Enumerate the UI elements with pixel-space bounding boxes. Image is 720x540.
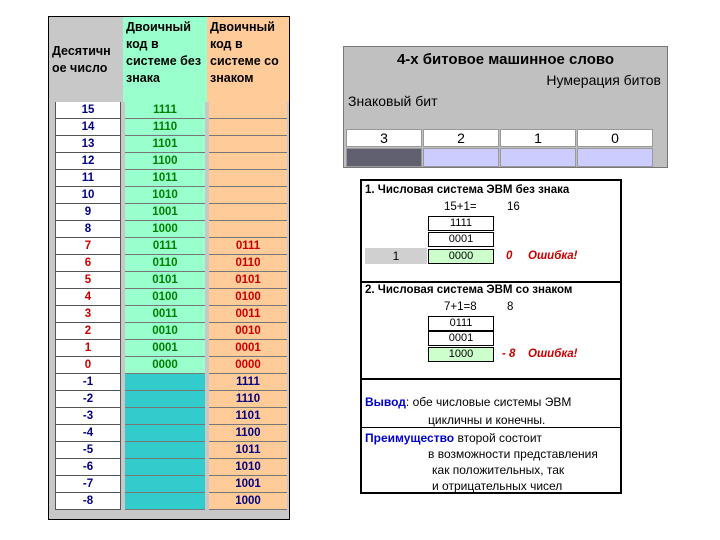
signed-cell: 1101 — [209, 408, 287, 425]
unsigned-cell: 0011 — [125, 306, 205, 323]
decimal-cell: -1 — [55, 374, 121, 391]
unsigned-cell: 1000 — [125, 221, 205, 238]
bit-cell-2 — [423, 148, 499, 167]
table-row — [49, 204, 289, 221]
unsigned-cell — [125, 459, 205, 476]
table-row — [49, 238, 289, 255]
s1-sum: 0000 — [428, 249, 494, 264]
table-row — [49, 289, 289, 306]
table-row — [49, 119, 289, 136]
unsigned-cell — [125, 408, 205, 425]
s1-operand1: 1111 — [428, 216, 494, 231]
table-row — [49, 323, 289, 340]
table-row — [49, 493, 289, 510]
table-row — [49, 306, 289, 323]
table-row — [49, 476, 289, 493]
decimal-cell: 11 — [55, 170, 121, 187]
table-row — [49, 255, 289, 272]
signed-cell — [209, 136, 287, 153]
header-unsigned: Двоичный код в системе без знака — [123, 17, 207, 102]
bit-cell-1 — [500, 148, 576, 167]
table-row — [49, 170, 289, 187]
signed-cell: 1011 — [209, 442, 287, 459]
signed-cell: 1110 — [209, 391, 287, 408]
decimal-cell: 3 — [55, 306, 121, 323]
bit-number-3: 3 — [346, 129, 422, 147]
binary-code-table — [48, 16, 290, 520]
decimal-cell: 7 — [55, 238, 121, 255]
advantage-text1: второй состоит — [454, 431, 543, 445]
unsigned-cell — [125, 374, 205, 391]
unsigned-cell: 0100 — [125, 289, 205, 306]
signed-cell: 0010 — [209, 323, 287, 340]
decimal-cell: -3 — [55, 408, 121, 425]
signed-cell — [209, 204, 287, 221]
unsigned-cell: 1011 — [125, 170, 205, 187]
advantage-label: Преимущество — [365, 431, 455, 445]
s2-operand2: 0001 — [428, 331, 494, 346]
signed-cell — [209, 153, 287, 170]
signed-cell — [209, 187, 287, 204]
table-body — [49, 102, 289, 510]
unsigned-cell — [125, 425, 205, 442]
s2-error: Ошибка! — [528, 348, 578, 360]
s2-operand1: 0111 — [428, 316, 494, 331]
unsigned-cell: 1100 — [125, 153, 205, 170]
sign-bit-label: Знаковый бит — [348, 93, 438, 109]
unsigned-cell — [125, 493, 205, 510]
s1-operand2: 0001 — [428, 232, 494, 247]
unsigned-cell — [125, 442, 205, 459]
table-row — [49, 425, 289, 442]
word-title: 4-х битовое машинное слово — [396, 51, 615, 68]
table-row — [49, 102, 289, 119]
decimal-cell: 12 — [55, 153, 121, 170]
unsigned-cell: 0111 — [125, 238, 205, 255]
decimal-cell: -6 — [55, 459, 121, 476]
signed-cell: 1000 — [209, 493, 287, 510]
table-row — [49, 136, 289, 153]
signed-cell: 0100 — [209, 289, 287, 306]
bit-number-2: 2 — [423, 129, 499, 147]
table-row — [49, 153, 289, 170]
signed-cell: 0011 — [209, 306, 287, 323]
decimal-cell: 13 — [55, 136, 121, 153]
bit-cell-0 — [577, 148, 653, 167]
unsigned-cell: 0010 — [125, 323, 205, 340]
decimal-cell: 15 — [55, 102, 121, 119]
s2-result: 8 — [507, 301, 514, 313]
bit-cell-sign — [346, 148, 422, 167]
table-row — [49, 357, 289, 374]
decimal-cell: 5 — [55, 272, 121, 289]
s2-expression: 7+1=8 — [444, 301, 477, 313]
unsigned-cell: 0000 — [125, 357, 205, 374]
decimal-cell: 2 — [55, 323, 121, 340]
s1-carry-bar: 1 — [365, 248, 427, 264]
advantage-text3: как положительных, так — [432, 463, 565, 477]
decimal-cell: -5 — [55, 442, 121, 459]
table-row — [49, 340, 289, 357]
conclusion-text1: : обе числовые системы ЭВМ — [405, 395, 572, 409]
unsigned-cell — [125, 391, 205, 408]
decimal-cell: 0 — [55, 357, 121, 374]
signed-cell: 1010 — [209, 459, 287, 476]
decimal-cell: 8 — [55, 221, 121, 238]
signed-cell: 0110 — [209, 255, 287, 272]
decimal-cell: 10 — [55, 187, 121, 204]
bit-number-1: 1 — [500, 129, 576, 147]
signed-cell: 1001 — [209, 476, 287, 493]
conclusion-divider — [362, 378, 620, 380]
table-row — [49, 221, 289, 238]
section2-title: 2. Числовая система ЭВМ со знаком — [365, 284, 573, 296]
unsigned-cell: 1101 — [125, 136, 205, 153]
table-row — [49, 459, 289, 476]
table-row — [49, 442, 289, 459]
decimal-cell: 6 — [55, 255, 121, 272]
decimal-cell: 9 — [55, 204, 121, 221]
signed-cell: 1111 — [209, 374, 287, 391]
s1-zero: 0 — [506, 250, 513, 262]
advantage-text2: в возможности представления — [428, 447, 598, 461]
unsigned-cell — [125, 476, 205, 493]
decimal-cell: -7 — [55, 476, 121, 493]
decimal-cell: -8 — [55, 493, 121, 510]
signed-cell — [209, 102, 287, 119]
decimal-cell: -4 — [55, 425, 121, 442]
machine-word-panel — [343, 46, 668, 168]
decimal-cell: -2 — [55, 391, 121, 408]
decimal-cell: 4 — [55, 289, 121, 306]
unsigned-cell: 1110 — [125, 119, 205, 136]
table-row — [49, 272, 289, 289]
signed-cell: 0111 — [209, 238, 287, 255]
table-row — [49, 391, 289, 408]
examples-panel — [360, 179, 622, 494]
signed-cell: 0101 — [209, 272, 287, 289]
signed-cell — [209, 170, 287, 187]
unsigned-cell: 0001 — [125, 340, 205, 357]
unsigned-cell: 1001 — [125, 204, 205, 221]
signed-cell: 0000 — [209, 357, 287, 374]
signed-cell — [209, 119, 287, 136]
signed-cell: 0001 — [209, 340, 287, 357]
signed-cell — [209, 221, 287, 238]
bit-number-0: 0 — [577, 129, 653, 147]
s2-sum: 1000 — [428, 347, 494, 362]
table-row — [49, 374, 289, 391]
header-decimal: Десятичн ое число — [52, 44, 111, 75]
table-row — [49, 408, 289, 425]
advantage-divider — [362, 427, 620, 428]
unsigned-cell: 0110 — [125, 255, 205, 272]
s1-expression: 15+1= — [444, 201, 477, 213]
conclusion-text2: цикличны и конечны. — [428, 413, 546, 427]
s2-minus-eight: - 8 — [502, 348, 516, 360]
section-divider — [362, 281, 620, 283]
unsigned-cell: 1111 — [125, 102, 205, 119]
signed-cell: 1100 — [209, 425, 287, 442]
header-signed: Двоичный код в системе со знаком — [207, 17, 289, 102]
s1-error: Ошибка! — [528, 250, 578, 262]
section1-title: 1. Числовая система ЭВМ без знака — [365, 184, 570, 196]
bit-numbering-label: Нумерация битов — [546, 72, 661, 88]
table-row — [49, 187, 289, 204]
advantage-text4: и отрицательных чисел — [432, 479, 563, 493]
unsigned-cell: 1010 — [125, 187, 205, 204]
conclusion-label: Вывод — [365, 395, 406, 409]
s1-result: 16 — [507, 201, 520, 213]
decimal-cell: 1 — [55, 340, 121, 357]
unsigned-cell: 0101 — [125, 272, 205, 289]
decimal-cell: 14 — [55, 119, 121, 136]
